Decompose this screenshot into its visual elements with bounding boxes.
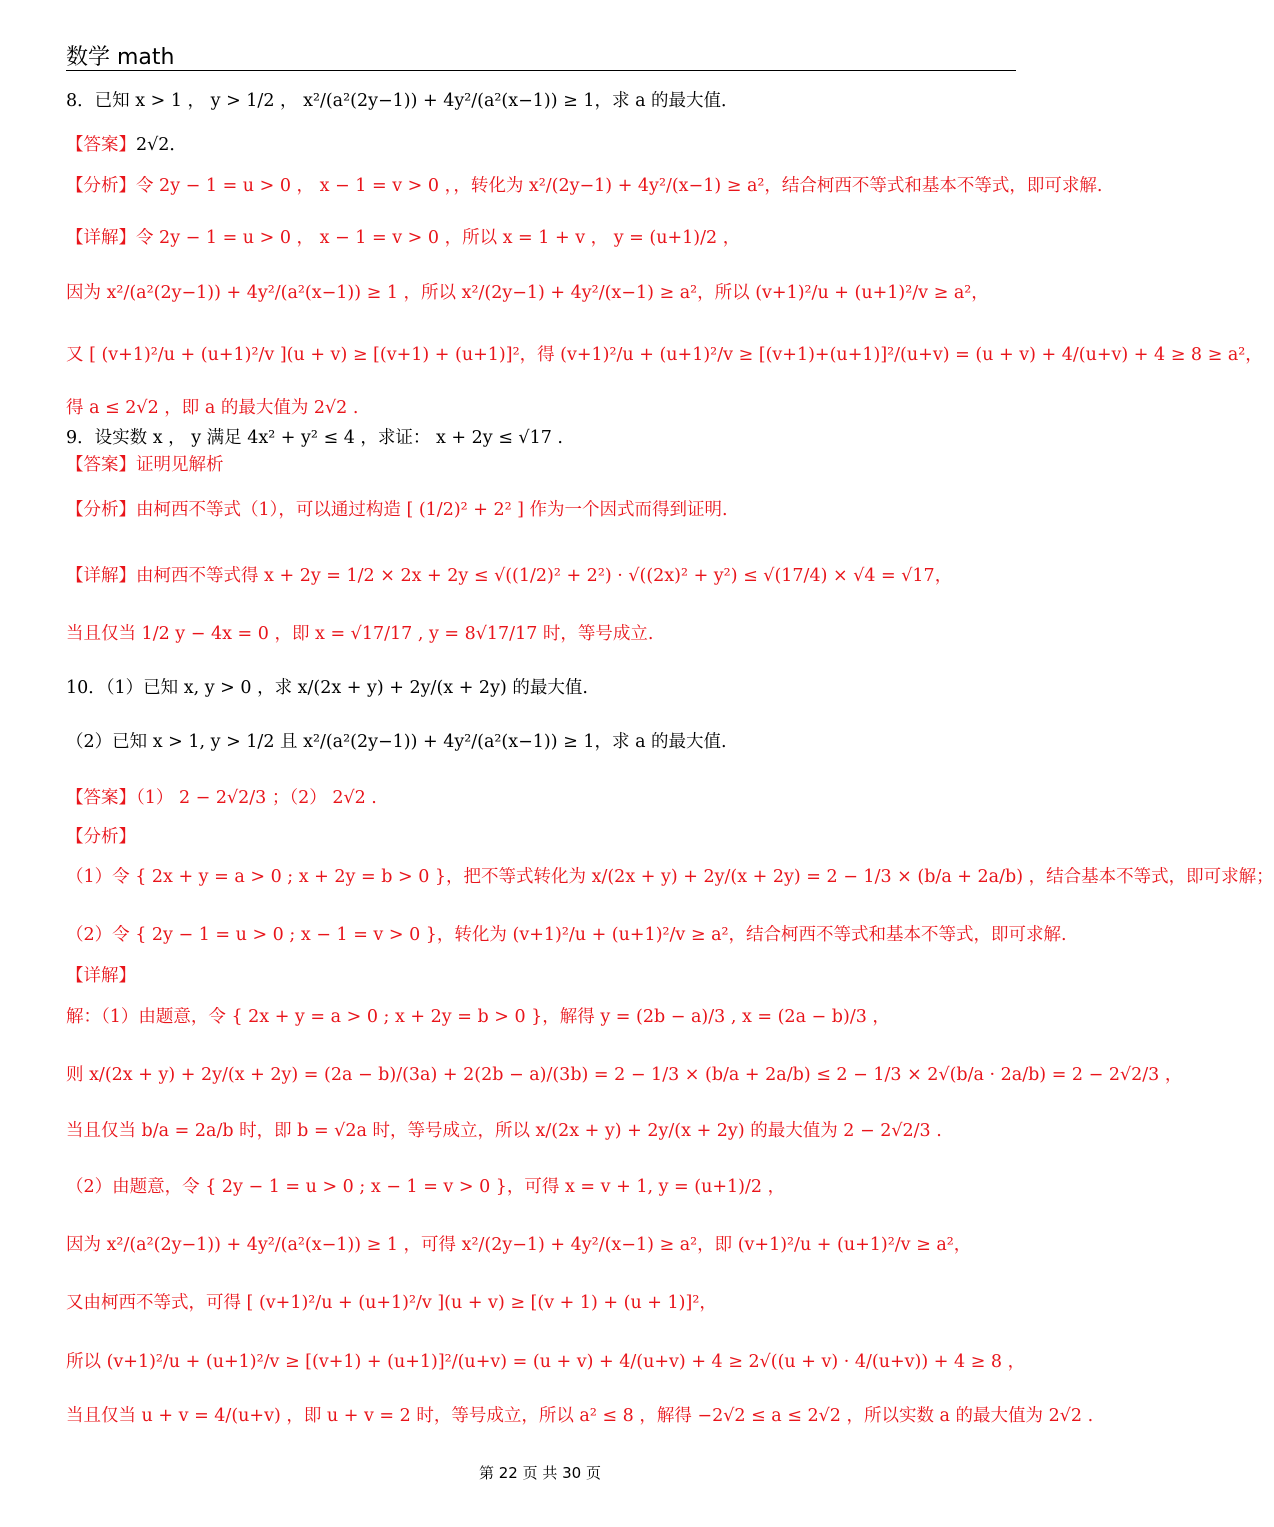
text-segment: 【详解】 [66, 966, 136, 986]
page-header-title: 数学 math [66, 45, 175, 70]
text-line [66, 1119, 942, 1143]
text-line [66, 396, 358, 420]
text-line [66, 923, 1067, 947]
text-segment: 因为 x²/(a²(2y−1)) + 4y²/(a²(x−1)) ≥ 1 ，可得 x²/(2y−1) + 4y²/(x−1) ≥ a²，即 (v+1)²/u + (u+1)²/v ≥ a²， [66, 1235, 972, 1255]
text-segment: 又由柯西不等式，可得 [ (v+1)²/u + (u+1)²/v ](u + v) ≥ [(v + 1) + (u + 1)]²， [66, 1293, 717, 1313]
text-line [66, 498, 728, 522]
text-segment: （2）由题意，令 { 2y − 1 = u > 0 ; x − 1 = v > 0 }，可得 x = v + 1, y = (u+1)/2 ， [66, 1177, 786, 1197]
text-segment: 当且仅当 u + v = 4/(u+v) ，即 u + v = 2 时，等号成立，所以 a² ≤ 8 ，解得 −2√2 ≤ a ≤ 2√2 ，所以实数 a 的最大值为 2√2 . [66, 1406, 1094, 1426]
header-divider [66, 70, 1016, 71]
text-segment: 8．已知 x > 1 ， y > 1/2 ， x²/(a²(2y−1)) + 4y²/(a²(x−1)) ≥ 1，求 a 的最大值． [66, 91, 739, 111]
text-line [66, 964, 136, 988]
text-line [66, 622, 653, 646]
text-line [66, 676, 588, 700]
text-segment: 【分析】 [66, 827, 136, 847]
text-line [66, 1175, 785, 1199]
text-line [66, 1350, 1025, 1374]
text-segment: 【分析】令 2y − 1 = u > 0 ， x − 1 = v > 0 ，，转化为 x²/(2y−1) + 4y²/(x−1) ≥ a²，结合柯西不等式和基本不等式，即可求解. [66, 176, 1103, 196]
text-line [66, 786, 377, 810]
text-segment: 得 a ≤ 2√2 ，即 a 的最大值为 2√2 . [66, 398, 359, 418]
text-segment: 当且仅当 1/2 y − 4x = 0 ，即 x = √17/17 , y = 8√17/17 时，等号成立. [66, 624, 654, 644]
text-segment: 解：（1）由题意，令 { 2x + y = a > 0 ; x + 2y = b > 0 }，解得 y = (2b − a)/3 , x = (2a − b)/3 ， [66, 1007, 890, 1027]
text-line [66, 174, 1102, 198]
text-line [66, 1404, 1093, 1428]
text-segment: 10．（1）已知 x, y > 0 ，求 x/(2x + y) + 2y/(x + 2y) 的最大值. [66, 678, 588, 698]
text-line [66, 1233, 971, 1257]
text-segment: 则 x/(2x + y) + 2y/(x + 2y) = (2a − b)/(3a) + 2(2b − a)/(3b) = 2 − 1/3 × (b/a + 2a/b) ≤ 2 − 1/3 × 2√(b/a · 2a/b) = 2 − 2√2/3 ， [66, 1065, 1183, 1085]
text-line [66, 343, 1263, 367]
text-line [66, 825, 136, 849]
text-line [66, 133, 187, 157]
text-segment: （1）令 { 2x + y = a > 0 ; x + 2y = b > 0 }，把不等式转化为 x/(2x + y) + 2y/(x + 2y) = 2 − 1/3 × (b/a + 2a/b) ，结合基本不等式，即可求解； [66, 867, 1274, 887]
text-segment: 【答案】 [66, 135, 136, 155]
text-segment: 【分析】由柯西不等式（1），可以通过构造 [ (1/2)² + 2² ] 作为一个因式而得到证明. [66, 500, 728, 520]
text-line [66, 564, 952, 588]
text-line [66, 1005, 890, 1029]
text-line [66, 1063, 1182, 1087]
page-footer: 第 22 页 共 30 页 [478, 1464, 601, 1482]
text-segment: 【答案】证明见解析 [66, 455, 224, 475]
text-segment: （2）令 { 2y − 1 = u > 0 ; x − 1 = v > 0 }，转化为 (v+1)²/u + (u+1)²/v ≥ a²，结合柯西不等式和基本不等式，即可求解. [66, 925, 1067, 945]
text-line [66, 426, 563, 450]
text-segment: 因为 x²/(a²(2y−1)) + 4y²/(a²(x−1)) ≥ 1 ，所以 x²/(2y−1) + 4y²/(x−1) ≥ a²，所以 (v+1)²/u + (u+1)²/v ≥ a²， [66, 283, 989, 303]
text-segment: 【答案】（1） 2 − 2√2/3 ；（2） 2√2 . [66, 788, 377, 808]
text-line [66, 89, 739, 113]
text-segment: 【详解】令 2y − 1 = u > 0 ， x − 1 = v > 0 ，所以 x = 1 + v ， y = (u+1)/2 ， [66, 228, 741, 248]
text-line [66, 281, 989, 305]
text-segment: （2）已知 x > 1, y > 1/2 且 x²/(a²(2y−1)) + 4y²/(a²(x−1)) ≥ 1，求 a 的最大值. [66, 732, 727, 752]
text-segment: 【详解】由柯西不等式得 x + 2y = 1/2 × 2x + 2y ≤ √((1/2)² + 2²) · √((2x)² + y²) ≤ √(17/4) × √4 = √17， [66, 566, 953, 586]
text-line [66, 1291, 717, 1315]
text-segment: 9．设实数 x ， y 满足 4x² + y² ≤ 4 ，求证： x + 2y ≤ √17 . [66, 428, 563, 448]
text-segment: 所以 (v+1)²/u + (u+1)²/v ≥ [(v+1) + (u+1)]²/(u+v) = (u + v) + 4/(u+v) + 4 ≥ 2√((u + v) · 4/(u+v)) + 4 ≥ 8 ， [66, 1352, 1026, 1372]
text-line [66, 730, 727, 754]
text-line [66, 453, 224, 477]
text-line [66, 226, 740, 250]
text-segment: 2√2． [136, 135, 187, 155]
text-segment: 当且仅当 b/a = 2a/b 时，即 b = √2a 时，等号成立，所以 x/(2x + y) + 2y/(x + 2y) 的最大值为 2 − 2√2/3 . [66, 1121, 942, 1141]
text-line [66, 865, 1274, 889]
text-segment: 又 [ (v+1)²/u + (u+1)²/v ](u + v) ≥ [(v+1) + (u+1)]²，得 (v+1)²/u + (u+1)²/v ≥ [(v+1)+(u+1)]²/(u+v) = (u + v) + 4/(u+v) + 4 ≥ 8 ≥ a²， [66, 345, 1263, 365]
